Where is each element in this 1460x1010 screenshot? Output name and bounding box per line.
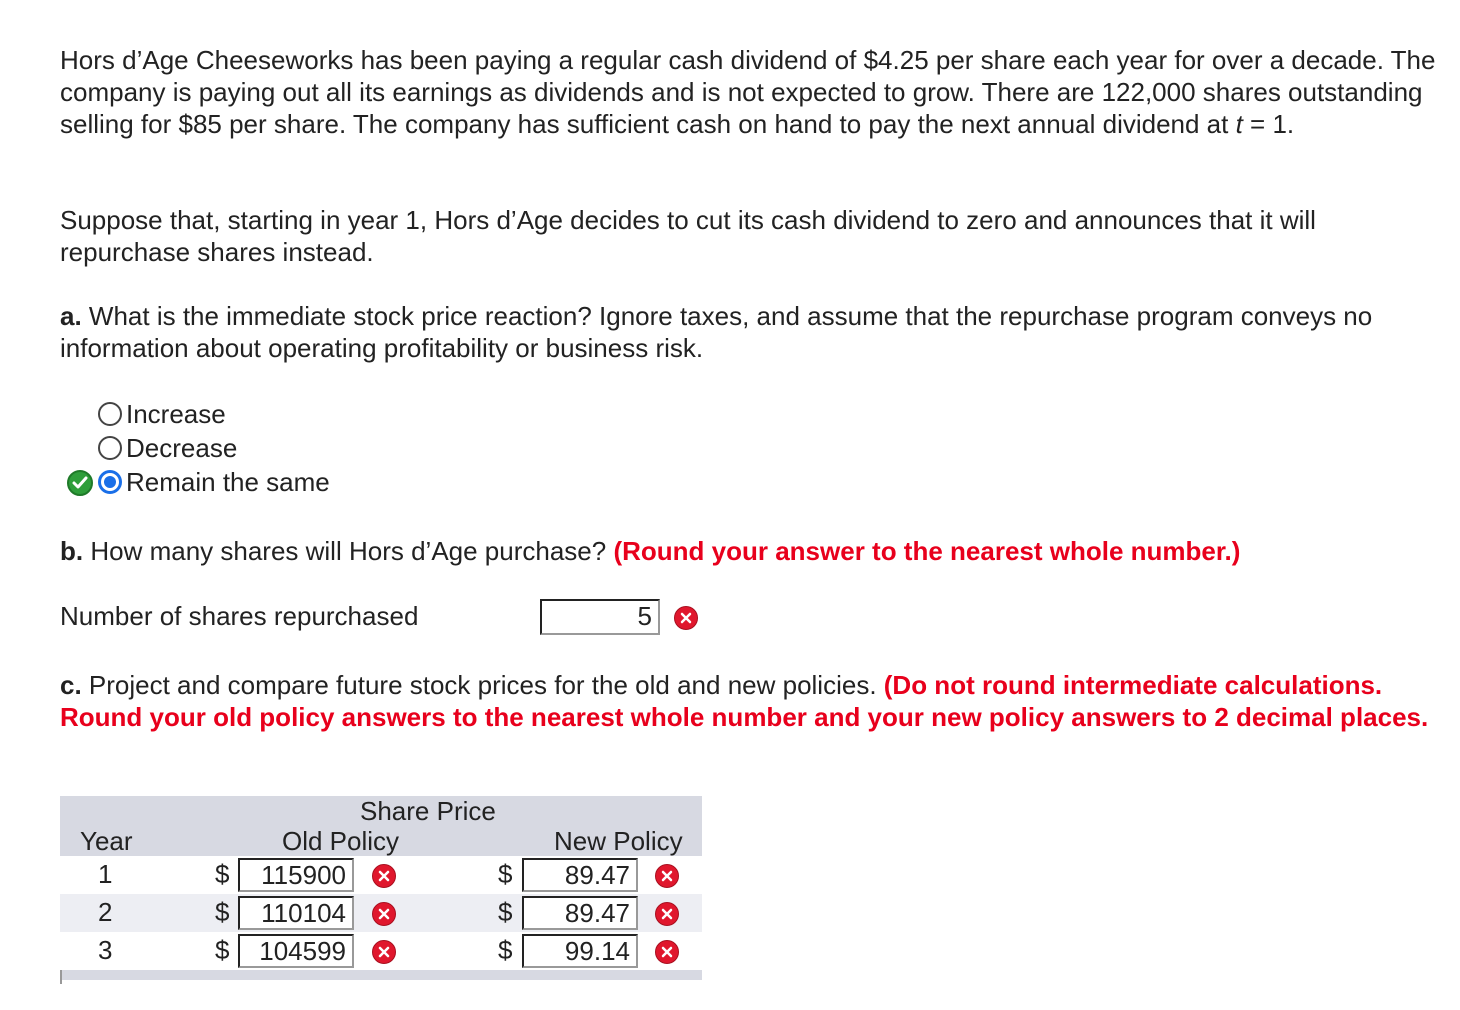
part-c-text: Project and compare future stock prices for the old and new policies. [81,670,884,700]
intro-text-end: = 1. [1242,109,1295,139]
currency-symbol: $ [498,859,513,889]
incorrect-x-icon [655,864,679,888]
old-policy-input[interactable]: 115900 [238,858,354,892]
part-b-question [60,535,1445,567]
new-policy-input[interactable]: 89.47 [522,858,638,892]
incorrect-x-icon [655,940,679,964]
option-decrease[interactable] [98,433,237,463]
shares-repurchased-label: Number of shares repurchased [60,601,419,631]
share-price-table [60,796,702,984]
radio-button[interactable] [98,402,122,426]
currency-symbol: $ [215,859,230,889]
part-a-question [60,300,1445,364]
incorrect-x-icon [655,902,679,926]
old-policy-input[interactable]: 110104 [238,896,354,930]
part-b-text: How many shares will Hors d’Age purchase? [83,536,614,566]
option-increase[interactable] [98,399,226,429]
year-cell: 3 [98,935,113,965]
year-cell: 1 [98,859,113,889]
radio-button[interactable] [98,436,122,460]
part-c-instruction: (Do not round intermediate calculations. Round your old policy answers to the nearest whole number and your new policy answers to 2 decimal places. [60,670,1429,732]
old-policy-input[interactable]: 104599 [238,934,354,968]
option-label: Increase [126,398,226,429]
old-policy-header: Old Policy [282,826,400,856]
incorrect-x-icon [372,940,396,964]
year-header: Year [80,826,133,856]
part-a-text: What is the immediate stock price reaction? Ignore taxes, and assume that the repurchase program conveys no information about operating profitability or business risk. [60,301,1373,363]
radio-button-selected[interactable] [98,470,122,494]
incorrect-x-icon [372,864,396,888]
part-a-label: a. [60,301,82,331]
option-label: Decrease [126,432,238,463]
new-policy-input[interactable]: 99.14 [522,934,638,968]
part-b-instruction: (Round your answer to the nearest whole number.) [613,536,1241,566]
option-label: Remain the same [126,466,330,497]
year-cell: 2 [98,897,113,927]
part-b-label: b. [60,536,84,566]
table-footer-bar [60,970,702,980]
currency-symbol: $ [498,897,513,927]
problem-intro [60,44,1445,140]
problem-scenario: Suppose that, starting in year 1, Hors d’Age decides to cut its cash dividend to zero and announces that it will repurchase shares instead. [60,205,1316,267]
part-c-question [60,669,1445,733]
new-policy-header: New Policy [554,826,683,856]
new-policy-input[interactable]: 89.47 [522,896,638,930]
incorrect-x-icon [674,606,698,630]
incorrect-x-icon [372,902,396,926]
currency-symbol: $ [215,935,230,965]
currency-symbol: $ [215,897,230,927]
intro-text: Hors d’Age Cheeseworks has been paying a regular cash dividend of $4.25 per share each year for over a decade. The company is paying out all its earnings as dividends and is not expected to grow. There are 122,000 shares outstanding selling for $85 per share. The company has sufficient cash on hand to pay the next annual dividend at [60,45,1436,139]
part-c-label: c. [60,670,82,700]
currency-symbol: $ [498,935,513,965]
option-remain-same[interactable] [98,467,330,497]
time-variable: t [1235,109,1243,139]
correct-check-icon [67,470,93,496]
shares-repurchased-input[interactable]: 5 [540,599,660,635]
share-price-header: Share Price [360,796,496,826]
